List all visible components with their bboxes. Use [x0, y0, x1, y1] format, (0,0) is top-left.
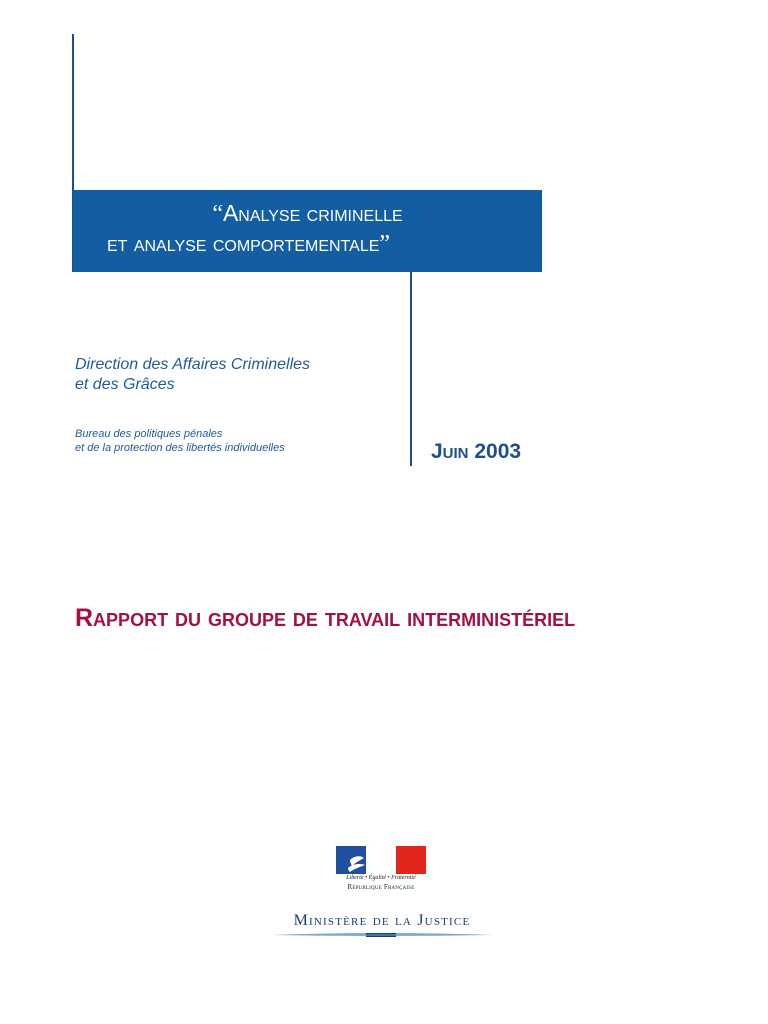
title-line-1: [73, 198, 542, 229]
flag-red-band: [396, 846, 426, 874]
bureau-block: [75, 427, 285, 455]
direction-line-1: Direction des Affaires Criminelles: [75, 356, 311, 373]
title-open-quote: “: [212, 201, 223, 227]
marianne-profile-icon: [346, 846, 382, 874]
direction-block: [75, 355, 310, 395]
bureau-line-1: Bureau des politiques pénales: [75, 428, 223, 440]
report-title: Rapport du groupe de travail interministériel: [75, 604, 576, 632]
logo-republic-name: République Française: [347, 883, 415, 891]
logo-motto: Liberté • Égalité • Fraternité: [346, 875, 416, 881]
title-line-2: [107, 228, 390, 259]
republique-francaise-logo: [336, 846, 426, 896]
title-text-line-1: Analyse criminelle: [222, 200, 403, 226]
title-banner: [73, 190, 542, 272]
bureau-line-2: et de la protection des libertés individuelles: [75, 442, 285, 454]
ministry-underline: [270, 932, 495, 938]
ministry-name: Ministère de la Justice: [293, 912, 471, 929]
title-close-quote: ”: [379, 231, 391, 257]
middle-vertical-rule: [410, 272, 412, 466]
direction-line-2: et des Grâces: [75, 376, 175, 393]
title-text-line-2: et analyse comportementale: [107, 230, 380, 256]
publication-date: Juin 2003: [431, 440, 522, 463]
